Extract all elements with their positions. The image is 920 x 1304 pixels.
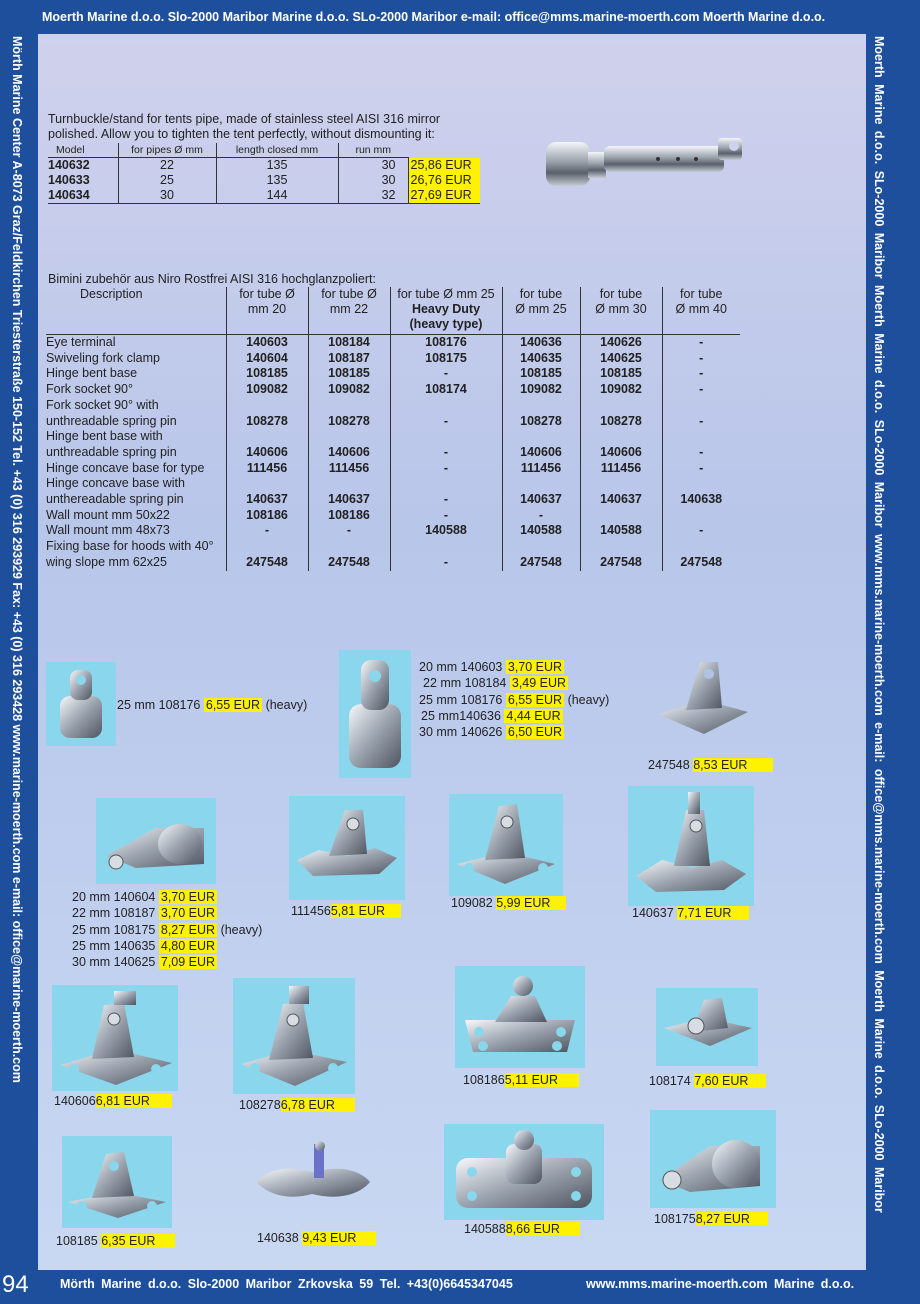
cell: - [308,523,390,539]
row-desc: Swiveling fork clamp [46,350,160,365]
col-tube-30: for tube Ø mm 30 [580,287,662,335]
length-cell: 135 [216,158,338,174]
photo-108175 [650,1110,776,1208]
turnbuckle-desc-line2: polished. Allow you to tighten the tent perfectly, without dismounting it: [48,127,435,141]
row-desc: Hinge bent base with unthreadable spring pin [46,429,177,459]
cell: - [662,523,740,539]
cell: 108278 [502,398,580,429]
list-item: 20 mm 140604 3,70 EUR [72,890,216,904]
bimini-header-row [46,287,740,335]
label-108185: 108185 6,35 EUR [56,1234,175,1248]
cell: 140606 [308,429,390,460]
label-247548: 247548 8,53 EUR [648,758,773,772]
label-108175: 1081758,27 EUR [654,1212,768,1226]
bimini-body [46,335,740,571]
bottom-banner [0,1270,920,1304]
label-108278: 1082786,78 EUR [239,1098,355,1112]
cell: - [662,429,740,460]
right-side-banner: Moerth Marine d.o.o. SLo-2000 Maribor Moerth Marine d.o.o. SLo-2000 Maribor www.mms.marine-moerth.com e-mail: office@mms.marine-moerth.com Moerth Marine d.o.o. SLo-2000 Maribor [872,36,886,1213]
cell: 140626 [580,335,662,351]
photo-108174 [656,988,758,1066]
cell: 247548 [226,539,308,570]
col-tube-25-heavy: for tube Ø mm 25 Heavy Duty (heavy type) [390,287,502,335]
table-row [46,508,740,524]
cell: 108185 [580,366,662,382]
table-row [46,523,740,539]
photo-eye-terminal [339,650,411,778]
turnbuckle-col-length: length closed mm [216,143,338,158]
photo-swiveling-fork-clamp [96,798,216,884]
label-108186: 1081865,11 EUR [463,1073,579,1087]
cell [580,508,662,524]
cell: 108278 [308,398,390,429]
turnbuckle-table [48,143,480,204]
row-desc: Hinge concave base with unthereadable spring pin [46,476,185,507]
table-row [46,429,740,460]
length-cell: 135 [216,173,338,188]
pipe-cell: 22 [118,158,216,174]
cell: 108185 [308,366,390,382]
list-item: 30 mm 140625 7,09 EUR [72,955,216,970]
cell: - [662,461,740,477]
table-row [46,539,740,570]
cell: 140588 [502,523,580,539]
table-row [46,335,740,351]
cell: 140636 [502,335,580,351]
cell: 247548 [662,539,740,570]
cell: 108185 [226,366,308,382]
run-cell: 32 [338,188,408,204]
turnbuckle-col-run: run mm [338,143,408,158]
price-cell: 25,86 EUR [408,158,480,174]
turnbuckle-description [48,112,440,142]
table-row [48,158,480,174]
list-item: 22 mm 108187 3,70 EUR [72,906,216,921]
cell: 108175 [390,351,502,367]
cell: 247548 [502,539,580,570]
photo-108186 [455,966,585,1068]
cell: 111456 [308,461,390,477]
table-row [48,188,480,204]
col-tube-22: for tube Ø mm 22 [308,287,390,335]
cell: 140637 [502,476,580,507]
photo-111456 [289,796,405,900]
cell: 140606 [226,429,308,460]
cell: - [662,398,740,429]
bimini-table [46,287,740,571]
list-item: 20 mm 140603 3,70 EUR [419,660,563,674]
cell: - [662,382,740,398]
cell: 108186 [226,508,308,524]
cell: 140588 [390,523,502,539]
run-cell: 30 [338,173,408,188]
turnbuckle-photo [538,116,758,196]
row-desc: Fork socket 90° [46,382,133,397]
cell: 108187 [308,351,390,367]
cell: 108278 [226,398,308,429]
cell: - [390,429,502,460]
photo-140606 [52,985,178,1091]
row-desc: Fork socket 90° with unthreadable spring pin [46,397,177,428]
col-tube-20: for tube Ø mm 20 [226,287,308,335]
bottom-website: www.mms.marine-moerth.com Marine d.o.o. [586,1277,855,1291]
col-tube-40: for tube Ø mm 40 [662,287,740,335]
table-row [46,398,740,429]
photo-109082 [449,794,563,896]
cell: 140606 [580,429,662,460]
label-108174: 108174 7,60 EUR [649,1074,766,1088]
length-cell: 144 [216,188,338,204]
photo-247548 [652,652,752,752]
model-cell: 140632 [48,158,90,172]
turnbuckle-image [538,116,758,196]
list-item: 25 mm140636 4,44 EUR [421,708,561,723]
cell: 140638 [662,476,740,507]
table-row [46,366,740,382]
table-row [46,461,740,477]
col-description: Description [46,287,226,335]
turnbuckle-desc-line1: Turnbuckle/stand for tents pipe, made of stainless steel AISI 316 mirror [48,112,441,126]
cell: 247548 [308,539,390,570]
cell: 140625 [580,351,662,367]
cell: 111456 [226,461,308,477]
cell: 109082 [580,382,662,398]
bimini-title: Bimini zubehör aus Niro Rostfrei AISI 316 hochglanzpoliert: [48,272,376,286]
cell: 140588 [580,523,662,539]
cell: 140637 [308,476,390,507]
eye-terminal-price-list [419,659,609,740]
turnbuckle-header-row [48,143,480,158]
cell: 140604 [226,351,308,367]
cell: 108186 [308,508,390,524]
top-banner-text: Moerth Marine d.o.o. Slo-2000 Maribor Marine d.o.o. SLo-2000 Maribor e-mail: office@mms.marine-moerth.com Moerth Marine d.o.o. [42,10,826,24]
cell: - [502,508,580,524]
cell: 140635 [502,351,580,367]
label-140606: 1406066,81 EUR [54,1094,172,1108]
bottom-address: Mörth Marine d.o.o. Slo-2000 Maribor Zrkovska 59 Tel. +43(0)6645347045 [60,1277,513,1291]
label-140588: 1405888,66 EUR [464,1222,580,1236]
list-item: 25 mm 108175 8,27 EUR (heavy) [72,922,263,937]
pipe-cell: 25 [118,173,216,188]
photo-108278 [233,978,355,1094]
col-tube-25: for tube Ø mm 25 [502,287,580,335]
photo-140638 [250,1138,376,1214]
model-cell: 140634 [48,188,90,202]
row-desc: Wall mount mm 50x22 [46,507,170,522]
run-cell: 30 [338,158,408,174]
list-item: 30 mm 140626 6,50 EUR [419,725,563,740]
cell: - [390,539,502,570]
cell: - [662,366,740,382]
model-cell: 140633 [48,173,90,187]
pipe-cell: 30 [118,188,216,204]
table-row [46,476,740,507]
cell: 111456 [502,461,580,477]
list-item: 25 mm 140635 4,80 EUR [72,938,216,953]
cell: 140603 [226,335,308,351]
left-side-banner: Mörth Marine Center A-8073 Graz/Feldkirchen Triesterstraße 150-152 Tel. +43 (0) 316 293929 Fax: +43 (0) 316 293428 www.marine-moerth.com e-mail: office@marine-moerth.com [10,36,24,1083]
photo-140637 [628,786,754,906]
cell: - [390,366,502,382]
label-109082: 109082 5,99 EUR [451,896,566,910]
cell: 108174 [390,382,502,398]
price-cell: 26,76 EUR [408,173,480,188]
turnbuckle-col-model: Model [48,143,118,158]
cell: 108278 [580,398,662,429]
list-item: 22 mm 108184 3,49 EUR [423,676,567,691]
cell: 109082 [502,382,580,398]
cell: - [662,351,740,367]
photo-140588 [444,1124,604,1220]
row-desc: Hinge concave base for type [46,460,205,475]
cell: 140606 [502,429,580,460]
cell: 108185 [502,366,580,382]
cell: 108184 [308,335,390,351]
cell: 111456 [580,461,662,477]
cell: - [390,476,502,507]
table-row [46,382,740,398]
page-number: 94 [2,1271,29,1298]
turnbuckle-col-price [408,143,480,158]
price-cell: 27,69 EUR [408,188,480,204]
photo-eye-terminal-heavy [46,662,116,746]
cell: 109082 [308,382,390,398]
cell: - [226,523,308,539]
cell: - [390,508,502,524]
row-desc: Fixing base for hoods with 40° wing slope mm 62x25 [46,539,214,569]
turnbuckle-col-pipe: for pipes Ø mm [118,143,216,158]
cell: 109082 [226,382,308,398]
swiveling-clamp-price-list [72,889,262,970]
cell [662,508,740,524]
label-140637: 140637 7,71 EUR [632,906,749,920]
cell: - [390,398,502,429]
cell: 108176 [390,335,502,351]
cell: 140637 [580,476,662,507]
row-desc: Wall mount mm 48x73 [46,523,170,538]
label-108176: 25 mm 108176 6,55 EUR (heavy) [117,698,308,712]
cell: 140637 [226,476,308,507]
table-row [46,351,740,367]
table-row [48,173,480,188]
top-banner [0,0,920,34]
row-desc: Hinge bent base [46,366,138,381]
cell: - [662,335,740,351]
label-140638: 140638 9,43 EUR [257,1231,376,1245]
row-desc: Eye terminal [46,335,116,349]
label-111456: 1114565,81 EUR [291,904,401,918]
cell: - [390,461,502,477]
photo-108185 [62,1136,172,1228]
cell: 247548 [580,539,662,570]
list-item: 25 mm 108176 6,55 EUR (heavy) [419,692,610,707]
